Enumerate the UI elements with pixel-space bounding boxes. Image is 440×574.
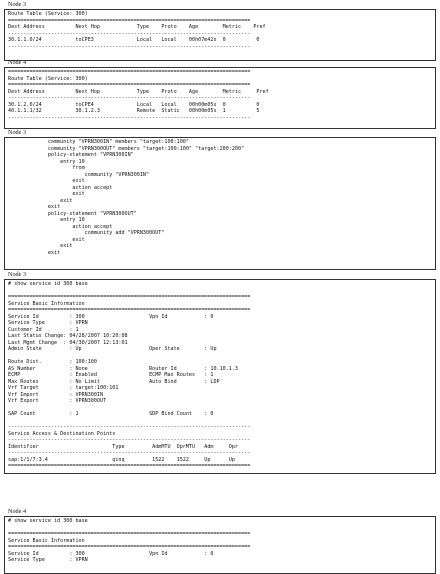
- node3-service-section: [4, 271, 436, 474]
- route-table-output: Route Table (Service: 300) =============================================================================== Dest Address Next Hop Type Proto Age Metric Pref ------------------------------------------------------------------------------- 30.1.1.0/24 toCPE3 Local Local 00h07m42s 0 0 -------------------------------------------------------------------------------: [8, 11, 266, 50]
- policy-config-output: community "VPRN300IN" members "target:100:100" community "VPRN300OUT" members "target:100:100" "target:200:200" policy-statement "VPRN300IN" entry 10 from community "VPRN300IN" exit action accept exit exit exit policy-statement "VPRN300OUT" entry 10 action accept community add "VPRN300OUT" exit exit exit: [47, 139, 245, 256]
- node3-policy-section: [4, 129, 436, 270]
- node-label: Node 3: [8, 1, 27, 8]
- cli-output-box: [4, 279, 436, 474]
- node-label: Node 4: [8, 59, 27, 66]
- cli-output-box: [4, 9, 436, 61]
- node-label: Node 3: [8, 271, 27, 278]
- node3-route-table-section: [4, 1, 436, 61]
- cli-output-box: [4, 67, 436, 129]
- cli-output-box: [4, 516, 436, 574]
- node4-route-table-section: [4, 59, 436, 129]
- service-info-output: # show service id 300 base =============================================================================== Service Basic Information =============================================================================== Service Id : 300 Vpn Id : 0 Service Type : VPRN: [8, 518, 251, 563]
- node-label: Node 3: [8, 129, 27, 136]
- node4-service-section: [4, 508, 436, 574]
- service-info-output: # show service id 300 base =============================================================================== Service Basic Information =============================================================================== Service Id : 300 Vpn Id : 0 Service Type : VPRN Customer Id : 1 Last Status Change: 04/28/2007 10:20:08 Last Mgmt Change : 04/30/2007 12:13:01 Admin State : Up Oper State : Up Route Dist. : 100:100 AS Number : None Router Id : 10.10.1.3 ECMP : Enabled ECMP Max Routes : 1 Max Routes : No Limit Auto Bind : LDP Vrf Target : target:100:101 Vrf Import : VPRN300IN Vrf Export : VPRN300OUT SAP Count : 1 SDP Bind Count : 0 ------------------------------------------------------------------------------- Service Access & Destination Points ------------------------------------------------------------------------------- Identifier Type AdmMTU OprMTU Adm Opr ------------------------------------------------------------------------------- sap:1/1/7:3.4 qinq 1522 1522 Up Up ===============================================================================: [8, 281, 251, 469]
- route-table-output: =============================================================================== Route Table (Service: 300) =============================================================================== Dest Address Next Hop Type Proto Age Metric Pref ------------------------------------------------------------------------------- 30.1.2.0/24 toCPE4 Local Local 00h00m05s 0 0 40.1.1.1/32 30.1.2.3 Remote Static 00h00m05s 1 5 -------------------------------------------------------------------------------: [8, 69, 269, 121]
- cli-output-box: [4, 137, 436, 270]
- node-label: Node 4: [8, 508, 27, 515]
